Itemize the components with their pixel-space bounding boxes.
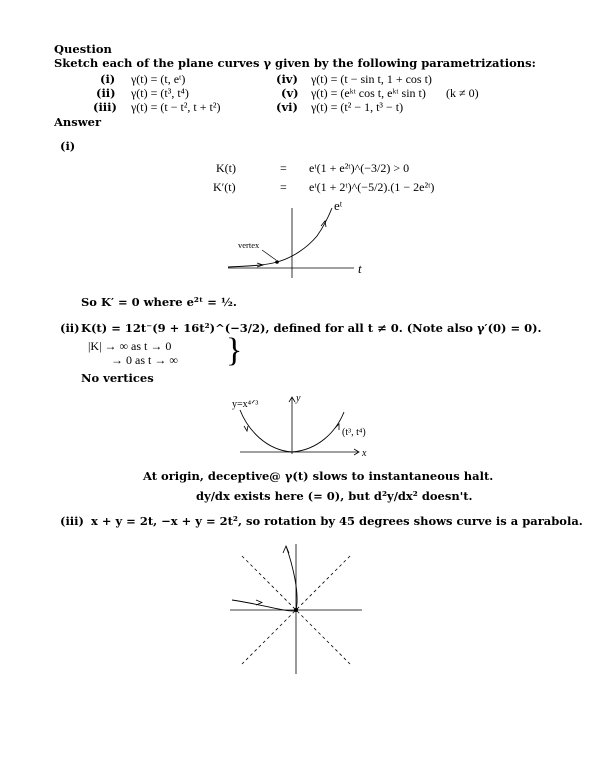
part-ii-remark1: At origin, deceptive@ γ(t) slows to instantaneous halt. xyxy=(143,469,494,483)
part-i-eq1-rhs: eᵗ(1 + e²ᵗ)^(−3/2) > 0 xyxy=(309,161,410,175)
point-label: (t³, t⁴) xyxy=(342,427,366,438)
part-iii-figure xyxy=(226,538,366,676)
vertex-pointer xyxy=(262,250,276,260)
item-label-i: (i) xyxy=(100,72,116,86)
part-i-eq2-rel: = xyxy=(280,180,287,194)
item-label-vi: (vi) xyxy=(276,100,298,114)
answer-heading: Answer xyxy=(54,115,102,129)
part-i-figure xyxy=(222,196,382,286)
part-ii-figure xyxy=(226,390,376,462)
item-label-iii: (iii) xyxy=(93,100,117,114)
part-ii-limit1: |K| → ∞ as t → 0 xyxy=(88,339,172,353)
vertex-point xyxy=(275,260,279,264)
item-note-v: (k ≠ 0) xyxy=(446,86,479,100)
item-formula-vi: γ(t) = (t² − 1, t³ − t) xyxy=(311,100,404,114)
question-heading: Question xyxy=(54,42,112,56)
x-axis-label: x xyxy=(362,448,367,459)
part-iii-statement: x + y = 2t, −x + y = 2t², so rotation by 45 degrees shows curve is a parabola. xyxy=(91,514,583,528)
y-axis-label: y xyxy=(296,393,301,404)
part-i-eq1-lhs: K(t) xyxy=(216,161,236,175)
curve-arrow-left xyxy=(256,600,262,605)
part-ii-statement: K(t) = 12t⁻(9 + 16t²)^(−3/2), defined for all t ≠ 0. (Note also γ′(0) = 0). xyxy=(81,321,542,335)
part-i-eq2-lhs: K′(t) xyxy=(213,180,236,194)
part-iii-label: (iii) xyxy=(60,514,84,528)
vertex-label: vertex xyxy=(238,240,260,250)
item-formula-iii: γ(t) = (t − t², t + t²) xyxy=(131,100,221,114)
limits-brace: } xyxy=(226,332,243,369)
origin-point xyxy=(294,608,298,612)
part-ii-remark2: dy/dx exists here (= 0), but d²y/dx² doesn't. xyxy=(196,489,473,503)
part-i-eq2-rhs: eᵗ(1 + 2ᵗ)^(−5/2).(1 − 2e²ᵗ) xyxy=(309,180,435,194)
t-axis-label: t xyxy=(358,261,362,276)
question-prompt: Sketch each of the plane curves γ given by the following parametrizations: xyxy=(54,56,536,70)
exp-curve xyxy=(228,208,332,267)
part-i-conclusion: So K′ = 0 where e²ᵗ = ½. xyxy=(81,295,237,309)
part-i-eq1-rel: = xyxy=(280,161,287,175)
curve-arrow-left xyxy=(244,426,248,431)
item-label-iv: (iv) xyxy=(276,72,298,86)
power-curve-label: y=x⁴ᐟ³ xyxy=(232,399,259,410)
part-ii-limit2: → 0 as t → ∞ xyxy=(111,353,178,367)
item-formula-i: γ(t) = (t, eᵗ) xyxy=(131,72,186,86)
item-label-ii: (ii) xyxy=(96,86,116,100)
item-label-v: (v) xyxy=(281,86,299,100)
item-formula-ii: γ(t) = (t³, t⁴) xyxy=(131,86,189,100)
no-vertices: No vertices xyxy=(81,371,154,385)
exp-curve-label: eᵗ xyxy=(334,198,343,213)
item-formula-iv: γ(t) = (t − sin t, 1 + cos t) xyxy=(311,72,432,86)
item-formula-v: γ(t) = (eᵏᵗ cos t, eᵏᵗ sin t) xyxy=(311,86,426,100)
part-ii-label: (ii) xyxy=(60,321,80,335)
part-i-label: (i) xyxy=(60,139,76,153)
